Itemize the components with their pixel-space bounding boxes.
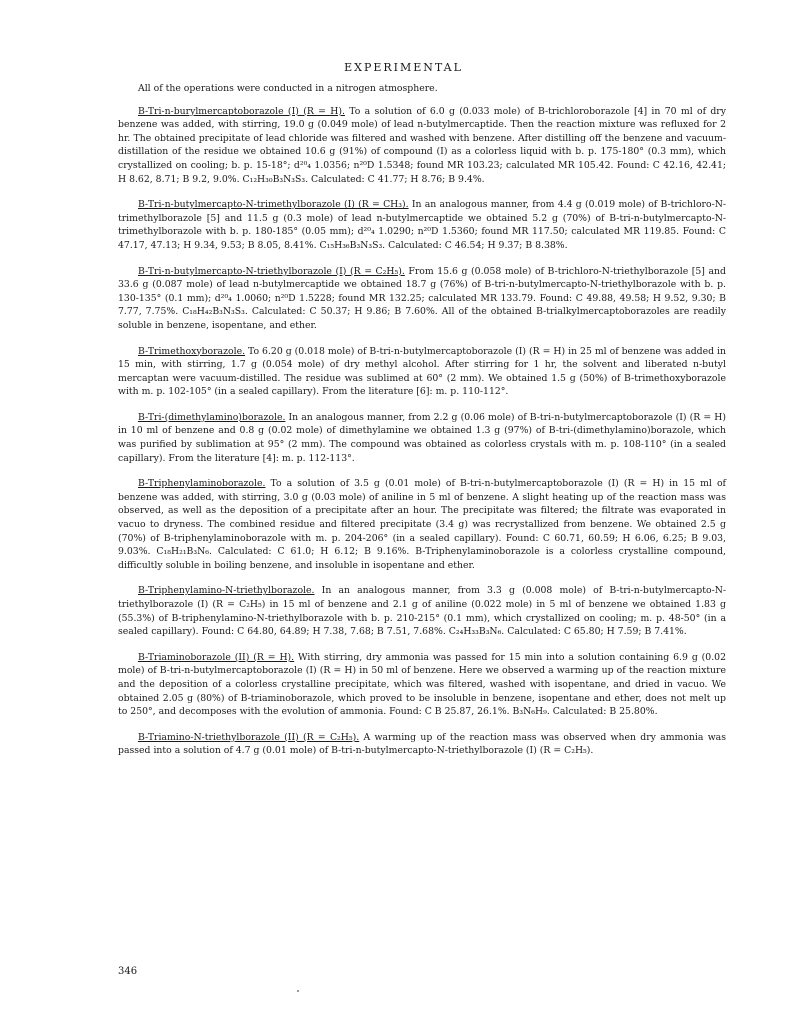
paragraph-triaminoborazole <box>118 651 726 719</box>
paragraph-triethylborazole <box>118 265 726 333</box>
paragraph-title: B-Triphenylaminoborazole. <box>138 478 266 490</box>
paragraph-title: B-Tri-n-burylmercaptoborazole (I) (R = H). <box>138 105 345 117</box>
paragraph-triphenylamino-triethylborazole <box>118 584 726 638</box>
paragraph-text: A warming up of the reaction mass was observed when dry ammonia was passed into a solution of 4.7 g (0.01 mole) of B-tri-n-butylmercapto-N-triethylborazole (I) (R = C₂H₅). <box>118 731 726 757</box>
section-heading: EXPERIMENTAL <box>344 61 463 74</box>
page-number: 346 <box>118 966 138 977</box>
paragraph-title: B-Trimethoxyborazole. <box>138 345 246 357</box>
paragraph-text: In an analogous manner, from 2.2 g (0.06 mole) of B-tri-n-butylmercaptoborazole (I) (R = H) in 10 ml of benzene and 0.8 g (0.02 mole) of dimethylamine we obtained 1.3 g (97%) of B-tri-(dimethylamino)borazole, which was purified by sublimation at 95° (2 mm). The compound was obtained as colorless crystals with m. p. 108-110° (in a sealed capillary). From the literature [4]: m. p. 112-113°. <box>118 411 726 464</box>
paragraph-text: In an analogous manner, from 4.4 g (0.019 mole) of B-trichloro-N-trimethylborazole [5] and 11.5 g (0.3 mole) of lead n-butylmercaptide we obtained 5.2 g (70%) of B-tri-n-butylmercapto-N-trimethylborazole with b. p. 180-185° (0.05 mm); d²⁰₄ 1.0290; n²⁰D 1.5360; found MR 117.50; calculated MR 119.85. Found: C 47.17, 47.13; H 9.34, 9.53; B 8.05, 8.41%. C₁₅H₃₆B₃N₃S₃. Calculated: C 46.54; H 9.37; B 8.38%. <box>118 199 727 251</box>
paragraph-triamino-triethylborazole <box>118 731 726 758</box>
body-text <box>118 82 726 770</box>
paragraph-dimethylaminoborazole <box>118 411 726 465</box>
paragraph-text: With stirring, dry ammonia was passed for 15 min into a solution containing 6.9 g (0.02 mole) of B-tri-n-butylmercaptoborazole (I) (R = H) in 50 ml of benzene. Here we observed a warming up of the reaction mixture and the deposition of a colorless crystalline precipitate, which was filtered, washed with isopentane, and dried in vacuo. We obtained 2.05 g (80%) of B-triaminoborazole, which proved to be insoluble in benzene, isopentane and ether, does not melt up to 250°, and decomposes with the evolution of ammonia. Found: C B 25.87, 26.1%. B₃N₆H₉. Calculated: B 25.80%. <box>118 651 726 718</box>
paragraph-title: B-Tri-(dimethylamino)borazole. <box>138 411 286 423</box>
intro-paragraph: All of the operations were conducted in a nitrogen atmosphere. <box>138 83 438 94</box>
paragraph-trimethylborazole <box>118 198 726 252</box>
paragraph-title: B-Triphenylamino-N-triethylborazole. <box>138 585 315 597</box>
paragraph-trimethoxyborazole <box>118 345 726 399</box>
paragraph-title: B-Triaminoborazole (II) (R = H). <box>138 651 295 663</box>
paragraph-title: B-Tri-n-butylmercapto-N-triethylborazole (I) (R = C₂H₅). <box>138 265 405 277</box>
paragraph-text: From 15.6 g (0.058 mole) of B-trichloro-N-triethylborazole [5] and 33.6 g (0.087 mole) of lead n-butylmercaptide we obtained 18.7 g (76%) of B-tri-n-butylmercapto-N-triethylborazole with b. p. 130-135° (0.1 mm); d²⁰₄ 1.0060; n²⁰D 1.5228; found MR 132.25; calculated MR 133.79. Found: C 49.88, 49.58; H 9.52, 9.30; B 7.77, 7.75%. C₁₈H₄₂B₃N₃S₃. Calculated: C 50.37; H 9.86; B 7.60%. All of the obtained B-trialkylmercaptoborazoles are readily soluble in benzene, isopentane, and ether. <box>118 265 726 331</box>
paragraph-title: B-Triamino-N-triethylborazole (II) (R = C₂H₅). <box>138 731 360 743</box>
paragraph-triphenylaminoborazole <box>118 477 726 572</box>
paragraph-tributylmercaptoborazole <box>118 105 726 187</box>
paragraph-text: To a solution of 6.0 g (0.033 mole) of B-trichloroborazole [4] in 70 ml of dry benzene was added, with stirring, 19.0 g (0.049 mole) of lead n-butylmercaptide. Then the reaction mixture was refluxed for 2 hr. The obtained precipitate of lead chloride was filtered and washed with benzene. After distilling off the benzene and vacuum-distillation of the residue we obtained 10.6 g (91%) of compound (I) as a colorless liquid with b. p. 175-180° (0.3 mm), which crystallized on cooling; b. p. 15-18°; d²⁰₄ 1.0356; n²⁰D 1.5348; found MR 103.23; calculated MR 105.42. Found: C 42.16, 42.41; H 8.62, 8.71; B 9.2, 9.0%. C₁₂H₃₀B₃N₃S₃. Calculated: C 41.77; H 8.76; B 9.4%. <box>118 105 726 185</box>
paragraph-text: To a solution of 3.5 g (0.01 mole) of B-tri-n-butylmercaptoborazole (I) (R = H) in 15 ml of benzene was added, with stirring, 3.0 g (0.03 mole) of aniline in 5 ml of benzene. A slight heating up of the reaction mass was observed, as well as the deposition of a precipitate after an hour. The precipitate was filtered; the filtrate was evaporated in vacuo to dryness. The combined residue and filtered precipitate (3.4 g) was recrystallized from benzene. We obtained 2.5 g (70%) of B-triphenylaminoborazole with m. p. 204-206° (in a sealed capillary). Found: C 60.71, 60.59; H 6.06, 6.25; B 9.03, 9.03%. C₁₈H₂₁B₃N₆. Calculated: C 61.0; H 6.12; B 9.16%. B-Triphenylaminoborazole is a colorless crystalline compound, difficultly soluble in boiling benzene, and insoluble in isopentane and ether. <box>118 478 726 571</box>
paragraph-title: B-Tri-n-butylmercapto-N-trimethylborazole (I) (R = CH₃). <box>138 199 409 211</box>
paragraph-text: In an analogous manner, from 3.3 g (0.008 mole) of B-tri-n-butylmercapto-N-triethylborazole (I) (R = C₂H₅) in 15 ml of benzene and 2.1 g of aniline (0.022 mole) in 5 ml of benzene we obtained 1.83 g (55.3%) of B-triphenylamino-N-triethylborazole with b. p. 210-215° (0.1 mm), which crystallized on cooling; m. p. 48-50° (in a sealed capillary). Found: C 64.80, 64.89; H 7.38, 7.68; B 7.51, 7.68%. C₂₄H₃₃B₃N₆. Calculated: C 65.80; H 7.59; B 7.41%. <box>118 585 726 638</box>
scan-speck <box>297 990 299 992</box>
paragraph-text: To 6.20 g (0.018 mole) of B-tri-n-butylmercaptoborazole (I) (R = H) in 25 ml of benzene was added in 15 min, with stirring, 1.7 g (0.054 mole) of dry methyl alcohol. After stirring for 1 hr, the solvent and liberated n-butyl mercaptan were vacuum-distilled. The residue was sublimed at 60° (2 mm). We obtained 1.5 g (50%) of B-trimethoxyborazole with m. p. 102-105° (in a sealed capillary). From the literature [6]: m. p. 110-112°. <box>118 345 726 398</box>
